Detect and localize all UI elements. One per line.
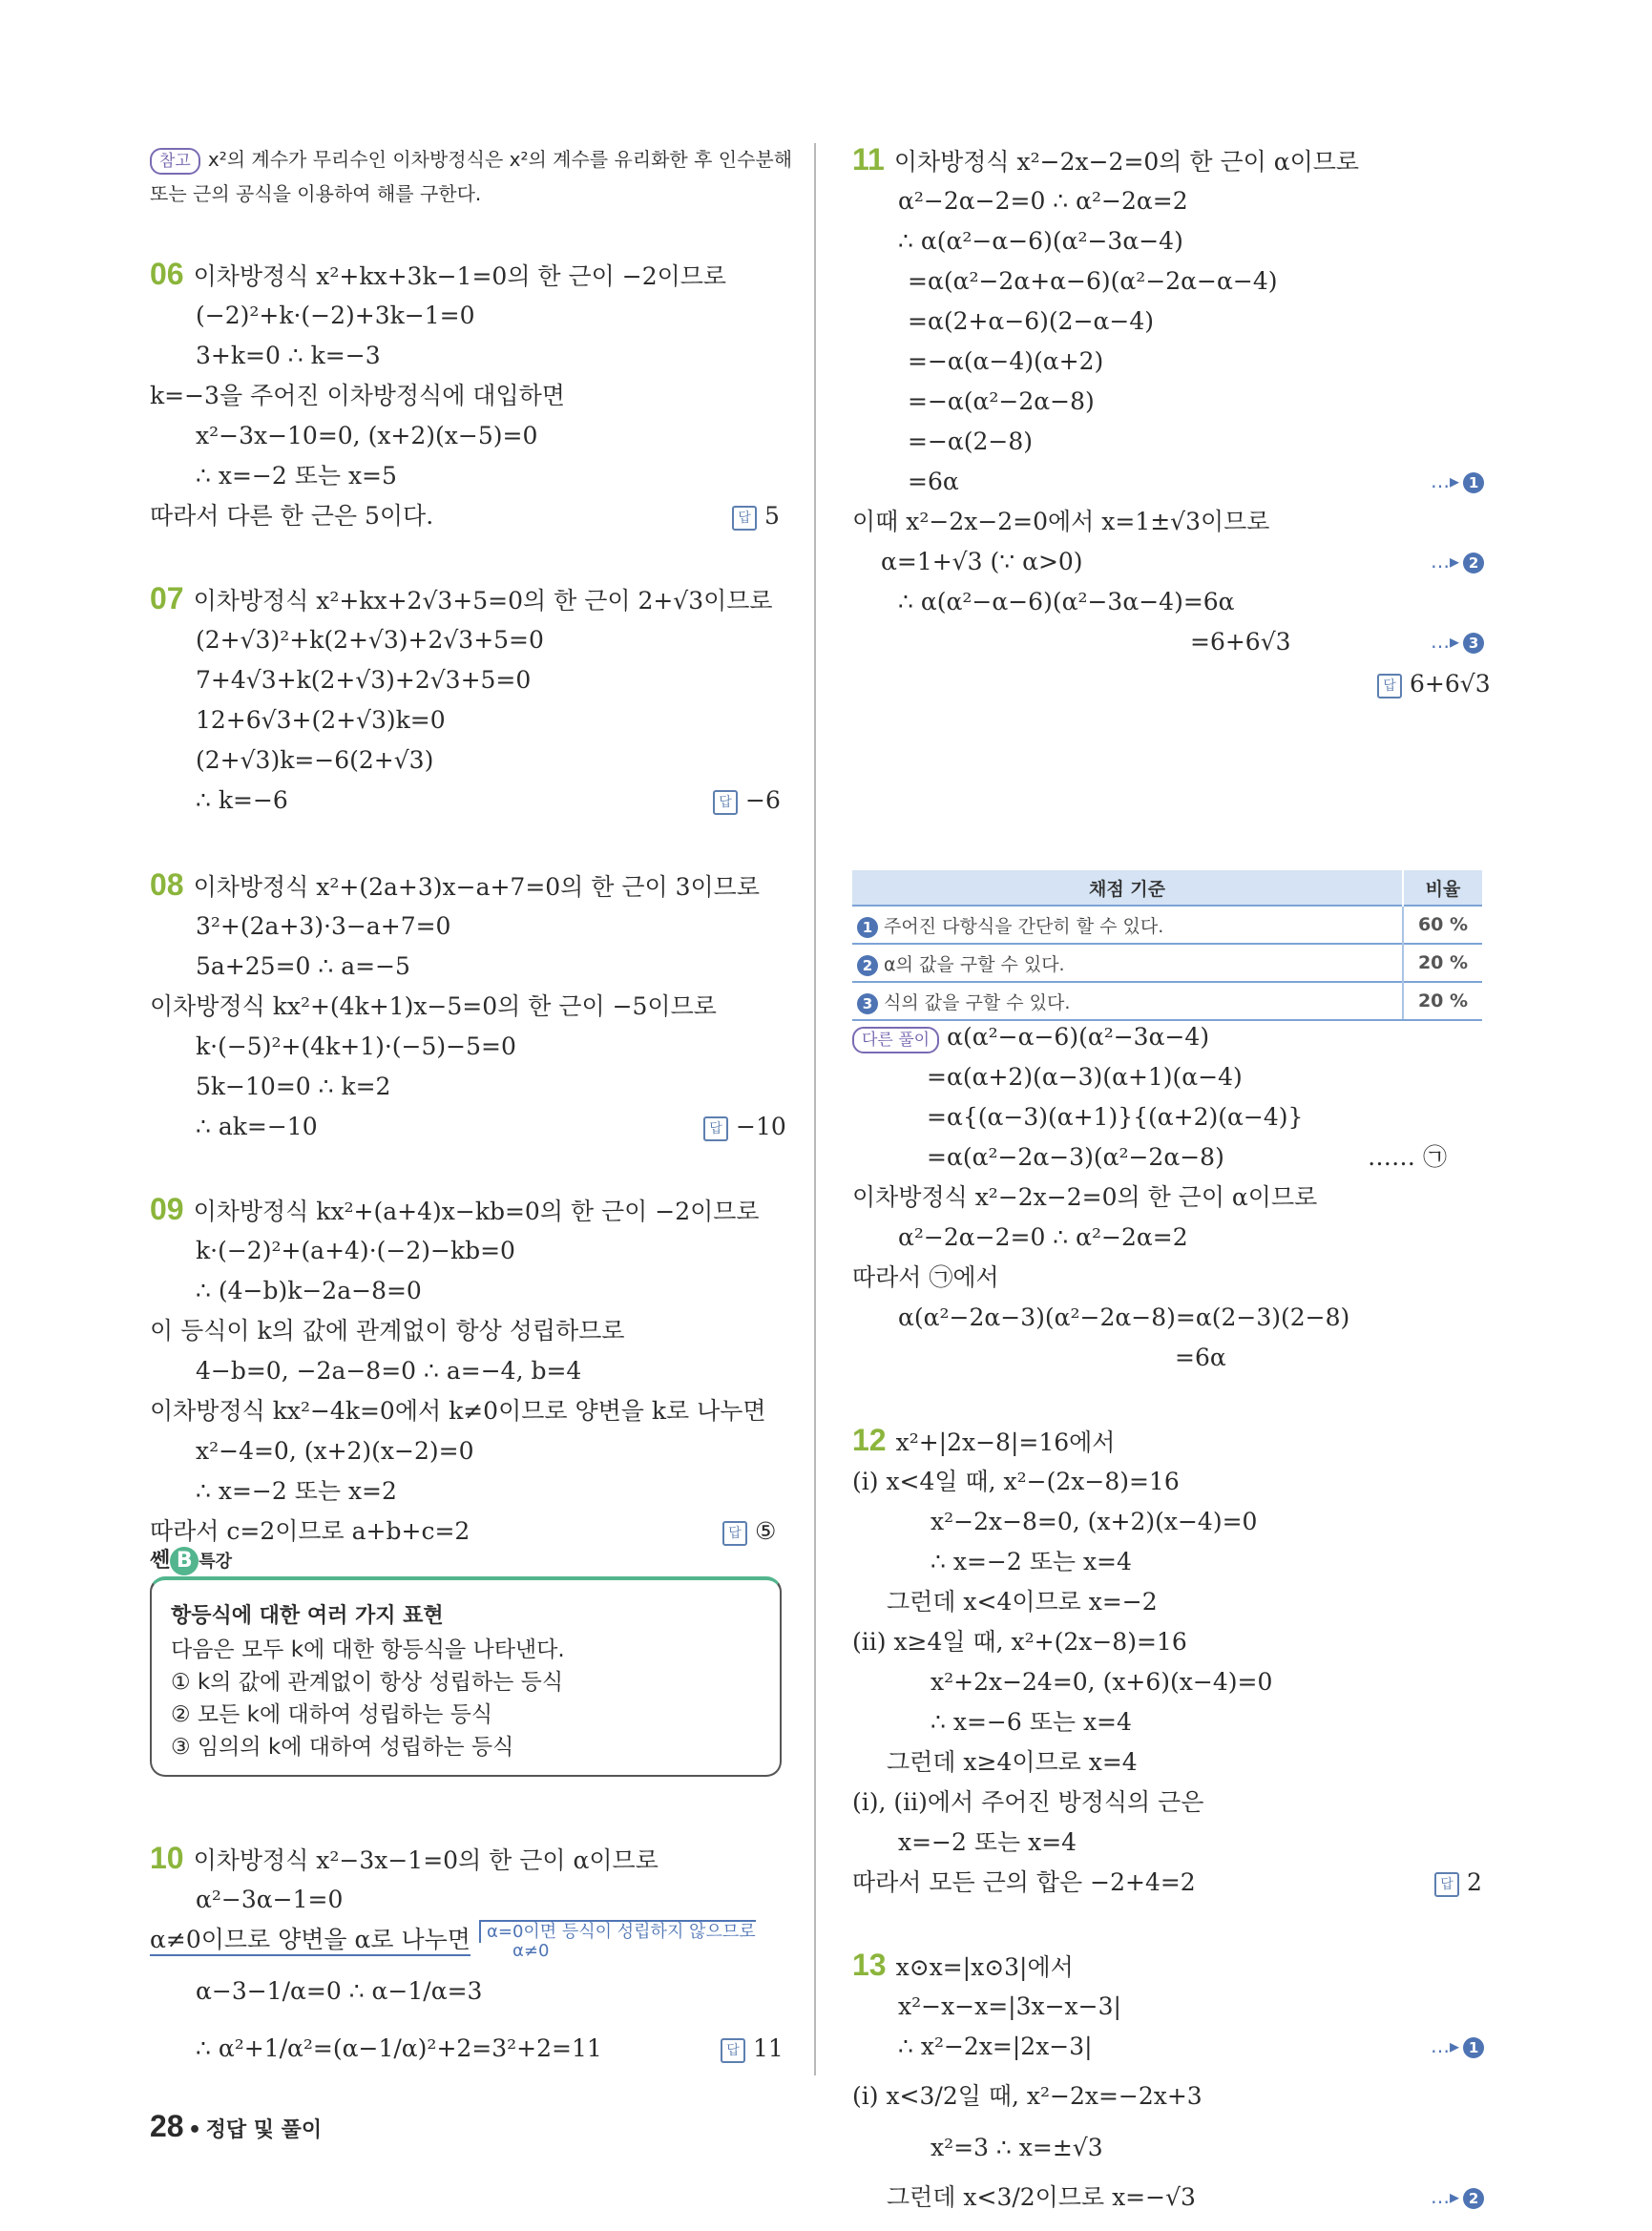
step-marker-1: …▸ 1 xyxy=(1431,469,1484,493)
problem-12-line: (i), (ii)에서 주어진 방정식의 근은 xyxy=(852,1788,1204,1816)
problem-09-line: 4−b=0, −2a−8=0 ∴ a=−4, b=4 xyxy=(196,1357,582,1385)
table-row: 3 식의 값을 구할 수 있다. 20 % xyxy=(852,982,1482,1020)
problem-12-line: x²−2x−8=0, (x+2)(x−4)=0 xyxy=(931,1508,1258,1535)
problem-08-line: 5a+25=0 ∴ a=−5 xyxy=(196,952,410,980)
problem-12-line: 따라서 모든 근의 합은 −2+4=2 xyxy=(852,1868,1196,1896)
problem-07-line: ∴ k=−6 xyxy=(196,786,288,814)
problem-06-answer: 답 5 xyxy=(732,502,780,531)
grading-header-ratio: 비율 xyxy=(1403,870,1482,906)
special-lecture-box xyxy=(150,1576,782,1777)
step-marker-3: …▸ 3 xyxy=(1431,630,1484,654)
alt-solution-line: =α(α+2)(α−3)(α+1)(α−4) xyxy=(927,1063,1243,1091)
problem-11-line: =−α(α−4)(α+2) xyxy=(908,347,1104,375)
column-divider xyxy=(814,143,816,2075)
problem-08-answer: 답 −10 xyxy=(703,1113,786,1141)
problem-10-side-note2: α≠0 xyxy=(512,1941,550,1961)
problem-07-line: (2+√3)k=−6(2+√3) xyxy=(196,746,434,774)
problem-12-answer: 답 2 xyxy=(1434,1868,1482,1897)
answer-icon: 답 xyxy=(703,1116,728,1141)
problem-08-line: k·(−5)²+(4k+1)·(−5)−5=0 xyxy=(196,1032,516,1060)
step-marker-2: …▸ 2 xyxy=(1431,550,1484,573)
problem-09-line: k·(−2)²+(a+4)·(−2)−kb=0 xyxy=(196,1237,515,1264)
page-number: 28 xyxy=(150,2109,184,2143)
problem-07-answer: 답 −6 xyxy=(713,786,781,815)
problem-08-line: 3²+(2a+3)·3−a+7=0 xyxy=(196,912,451,940)
problem-11-line: =−α(α²−2α−8) xyxy=(908,387,1095,415)
answer-icon: 답 xyxy=(713,790,738,815)
problem-12-line: (ii) x≥4일 때, x²+(2x−8)=16 xyxy=(852,1628,1187,1656)
problem-11-line: =6+6√3 xyxy=(1190,628,1291,656)
problem-10-line: ∴ α²+1/α²=(α−1/α)²+2=3²+2=11 xyxy=(196,2034,602,2062)
problem-13-line: x²=3 ∴ x=±√3 xyxy=(931,2134,1103,2161)
grading-table xyxy=(852,870,1482,1021)
special-lecture-line: 다음은 모두 k에 대한 항등식을 나타낸다. xyxy=(171,1637,565,1662)
problem-08-line: ∴ ak=−10 xyxy=(196,1113,318,1140)
alt-solution-line: =α{(α−3)(α+1)}{(α+2)(α−4)} xyxy=(927,1103,1304,1131)
footer-title: 정답 및 풀이 xyxy=(205,2118,323,2142)
problem-09-line: ∴ x=−2 또는 x=2 xyxy=(196,1477,397,1505)
problem-10-line: α²−3α−1=0 xyxy=(196,1886,344,1913)
answer-icon: 답 xyxy=(721,2038,745,2063)
special-lecture-title: 항등식에 대한 여러 가지 표현 xyxy=(171,1604,444,1628)
problem-13-line: ∴ x²−2x=|2x−3| xyxy=(898,2033,1093,2060)
problem-09-line: 따라서 c=2이므로 a+b+c=2 xyxy=(150,1517,471,1545)
alt-solution-line: α(α²−2α−3)(α²−2α−8)=α(2−3)(2−8) xyxy=(898,1303,1350,1331)
problem-11-line: =α(2+α−6)(2−α−4) xyxy=(908,307,1155,335)
problem-09-line: ∴ (4−b)k−2a−8=0 xyxy=(196,1277,422,1304)
problem-12-line: x²+2x−24=0, (x+6)(x−4)=0 xyxy=(931,1668,1273,1696)
problem-13-line: x²−x−x=|3x−x−3| xyxy=(898,1992,1121,2020)
problem-09-head: 09 이차방정식 kx²+(a+4)x−kb=0의 한 근이 −2이므로 xyxy=(150,1192,760,1226)
answer-icon: 답 xyxy=(1377,674,1402,698)
alt-solution-line: =α(α²−2α−3)(α²−2α−8) xyxy=(927,1143,1224,1171)
problem-10-answer: 답 11 xyxy=(721,2034,784,2063)
page-footer: 28 • 정답 및 풀이 xyxy=(150,2109,323,2143)
problem-11-head: 11 이차방정식 x²−2x−2=0의 한 근이 α이므로 xyxy=(852,142,1360,177)
special-lecture-line: ② 모든 k에 대하여 성립하는 등식 xyxy=(171,1702,493,1727)
problem-10-head: 10 이차방정식 x²−3x−1=0의 한 근이 α이므로 xyxy=(150,1841,659,1875)
problem-11-answer: 답 6+6√3 xyxy=(1377,670,1491,698)
problem-06-line: k=−3을 주어진 이차방정식에 대입하면 xyxy=(150,382,565,409)
special-lecture-line: ③ 임의의 k에 대하여 성립하는 등식 xyxy=(171,1735,514,1760)
problem-09-line: x²−4=0, (x+2)(x−2)=0 xyxy=(196,1437,474,1465)
table-row: 2 α의 값을 구할 수 있다. 20 % xyxy=(852,944,1482,982)
problem-08-line: 5k−10=0 ∴ k=2 xyxy=(196,1073,391,1100)
problem-09-line: 이 등식이 k의 값에 관계없이 항상 성립하므로 xyxy=(150,1317,625,1345)
problem-12-line: x=−2 또는 x=4 xyxy=(898,1828,1077,1856)
alt-solution-line: =6α xyxy=(1175,1344,1226,1371)
problem-11-line: α²−2α−2=0 ∴ α²−2α=2 xyxy=(898,187,1188,215)
problem-07-head: 07 이차방정식 x²+kx+2√3+5=0의 한 근이 2+√3이므로 xyxy=(150,581,773,615)
problem-11-line: =α(α²−2α+α−6)(α²−2α−α−4) xyxy=(908,267,1278,295)
problem-08-head: 08 이차방정식 x²+(2a+3)x−a+7=0의 한 근이 3이므로 xyxy=(150,867,760,902)
problem-13-head: 13 x⊙x=|x⊙3|에서 xyxy=(852,1948,1074,1982)
reference-note-line2: 또는 근의 공식을 이용하여 해를 구한다. xyxy=(150,182,482,205)
alt-solution-head: 다른 풀이 α(α²−α−6)(α²−3α−4) xyxy=(852,1023,1209,1053)
problem-06-line: 3+k=0 ∴ k=−3 xyxy=(196,342,381,369)
problem-12-line: ∴ x=−6 또는 x=4 xyxy=(931,1708,1132,1736)
problem-11-line: α=1+√3 (∵ α>0) xyxy=(881,548,1083,575)
problem-06-line: (−2)²+k·(−2)+3k−1=0 xyxy=(196,302,475,329)
problem-08-line: 이차방정식 kx²+(4k+1)x−5=0의 한 근이 −5이므로 xyxy=(150,992,717,1020)
problem-09-answer: 답 ⑤ xyxy=(722,1517,776,1546)
answer-icon: 답 xyxy=(1434,1872,1459,1897)
alt-solution-line: 이차방정식 x²−2x−2=0의 한 근이 α이므로 xyxy=(852,1183,1318,1211)
problem-11-line: ∴ α(α²−α−6)(α²−3α−4)=6α xyxy=(898,588,1235,615)
problem-10-side-note: α=0이면 등식이 성립하지 않으므로 xyxy=(479,1920,756,1943)
problem-12-head: 12 x²+|2x−8|=16에서 xyxy=(852,1423,1116,1457)
problem-10-line: α≠0이므로 양변을 α로 나누면 xyxy=(150,1926,471,1956)
problem-12-line: (i) x<4일 때, x²−(2x−8)=16 xyxy=(852,1468,1180,1495)
problem-11-line: 이때 x²−2x−2=0에서 x=1±√3이므로 xyxy=(852,508,1270,535)
reference-tag: 참고 xyxy=(150,148,200,175)
alt-solution-marker: …… ㉠ xyxy=(1368,1143,1447,1171)
problem-07-line: (2+√3)²+k(2+√3)+2√3+5=0 xyxy=(196,626,544,654)
answer-icon: 답 xyxy=(732,506,757,531)
problem-13-line: 그런데 x<3/2이므로 x=−√3 xyxy=(887,2183,1196,2211)
step-marker-2: …▸ 2 xyxy=(1431,2185,1484,2209)
problem-06-line: ∴ x=−2 또는 x=5 xyxy=(196,462,397,490)
problem-11-line: ∴ α(α²−α−6)(α²−3α−4) xyxy=(898,227,1183,255)
problem-10-line: α−3−1/α=0 ∴ α−1/α=3 xyxy=(196,1977,483,2005)
special-lecture-line: ① k의 값에 관계없이 항상 성립하는 등식 xyxy=(171,1670,564,1695)
problem-09-line: 이차방정식 kx²−4k=0에서 k≠0이므로 양변을 k로 나누면 xyxy=(150,1397,766,1425)
problem-12-line: 그런데 x<4이므로 x=−2 xyxy=(887,1588,1158,1616)
problem-06-head: 06 이차방정식 x²+kx+3k−1=0의 한 근이 −2이므로 xyxy=(150,257,727,291)
problem-11-line: =6α xyxy=(908,468,959,495)
answer-icon: 답 xyxy=(722,1521,747,1546)
alt-solution-line: α²−2α−2=0 ∴ α²−2α=2 xyxy=(898,1223,1188,1251)
special-lecture-badge: 쎈 B 특강 xyxy=(150,1544,232,1575)
alt-solution-line: 따라서 ㉠에서 xyxy=(852,1263,999,1291)
alt-solution-tag: 다른 풀이 xyxy=(852,1027,939,1053)
problem-06-line: x²−3x−10=0, (x+2)(x−5)=0 xyxy=(196,422,538,449)
problem-07-line: 12+6√3+(2+√3)k=0 xyxy=(196,706,446,734)
problem-06-line: 따라서 다른 한 근은 5이다. xyxy=(150,502,434,530)
problem-12-line: ∴ x=−2 또는 x=4 xyxy=(931,1548,1132,1575)
step-marker-1: …▸ 1 xyxy=(1431,2034,1484,2058)
problem-12-line: 그런데 x≥4이므로 x=4 xyxy=(887,1748,1138,1776)
problem-11-line: =−α(2−8) xyxy=(908,427,1034,455)
table-row: 1 주어진 다항식을 간단히 할 수 있다. 60 % xyxy=(852,906,1482,944)
reference-note: 참고 x²의 계수가 무리수인 이차방정식은 x²의 계수를 유리화한 후 인수분해 xyxy=(150,145,792,175)
problem-07-line: 7+4√3+k(2+√3)+2√3+5=0 xyxy=(196,666,532,694)
grading-header-criteria: 채점 기준 xyxy=(852,870,1403,906)
problem-13-line: (i) x<3/2일 때, x²−2x=−2x+3 xyxy=(852,2082,1202,2110)
